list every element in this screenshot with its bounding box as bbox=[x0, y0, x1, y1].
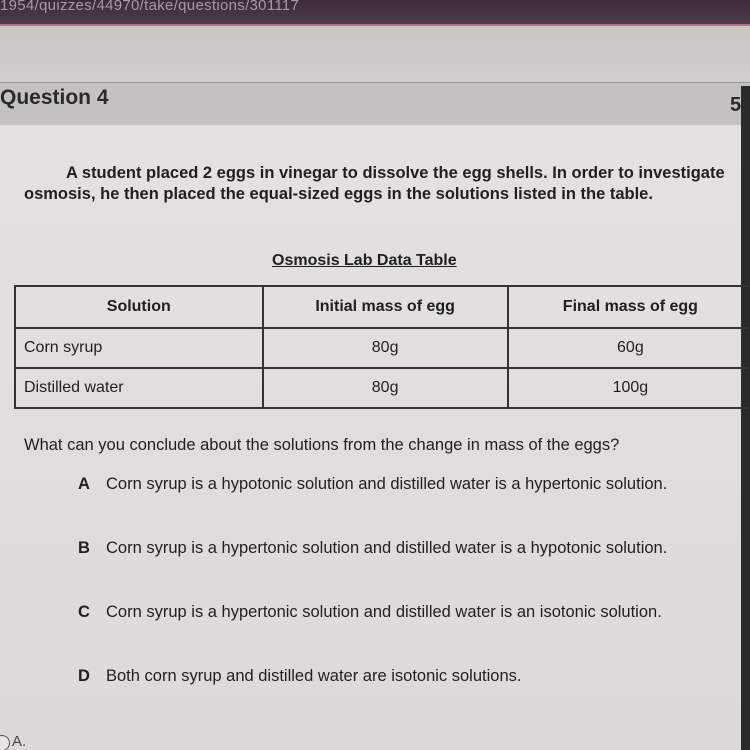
choice-letter: C bbox=[78, 603, 90, 621]
table-cell: 80g bbox=[263, 328, 508, 368]
choice-letter: A bbox=[78, 475, 90, 493]
question-title: Question 4 bbox=[0, 86, 109, 109]
question-header bbox=[0, 82, 750, 126]
table-header-cell: Solution bbox=[15, 286, 263, 328]
table-row bbox=[15, 368, 750, 408]
choice-text: Corn syrup is a hypertonic solution and distilled water is a hypotonic solution. bbox=[106, 539, 668, 557]
table-cell: Corn syrup bbox=[15, 328, 263, 368]
choice-text: Corn syrup is a hypotonic solution and distilled water is a hypertonic solution. bbox=[106, 475, 668, 493]
choice-a bbox=[78, 473, 718, 495]
table-cell: 100g bbox=[508, 368, 750, 408]
table-header-cell: Initial mass of egg bbox=[263, 286, 508, 328]
question-prompt: What can you conclude about the solutions from the change in mass of the eggs? bbox=[24, 436, 620, 454]
browser-address-bar[interactable] bbox=[0, 0, 750, 26]
table-title: Osmosis Lab Data Table bbox=[272, 252, 457, 269]
table-header-row bbox=[15, 286, 750, 328]
answer-option-label[interactable]: A. bbox=[12, 733, 27, 750]
url-text[interactable]: 1954/quizzes/44970/take/questions/301117 bbox=[0, 0, 300, 14]
table-cell: 60g bbox=[508, 328, 750, 368]
choice-c bbox=[78, 601, 718, 623]
osmosis-data-table bbox=[14, 285, 750, 409]
table-cell: 80g bbox=[263, 368, 508, 408]
choice-text: Corn syrup is a hypertonic solution and distilled water is an isotonic solution. bbox=[106, 603, 662, 621]
question-points: 5 bbox=[730, 94, 742, 116]
screen-edge bbox=[741, 86, 750, 750]
choice-letter: D bbox=[78, 667, 90, 685]
choice-b bbox=[78, 537, 718, 559]
choice-letter: B bbox=[78, 539, 90, 557]
table-row bbox=[15, 328, 750, 368]
table-header-cell: Final mass of egg bbox=[508, 286, 750, 328]
question-intro: A student placed 2 eggs in vinegar to dissolve the egg shells. In order to investigate osmosis, he then placed the equal-sized eggs in the solutions listed in the table. bbox=[24, 164, 725, 203]
table-cell: Distilled water bbox=[15, 368, 263, 408]
choice-d bbox=[78, 665, 718, 687]
choice-text: Both corn syrup and distilled water are isotonic solutions. bbox=[106, 667, 522, 685]
page-top-area bbox=[0, 26, 750, 82]
